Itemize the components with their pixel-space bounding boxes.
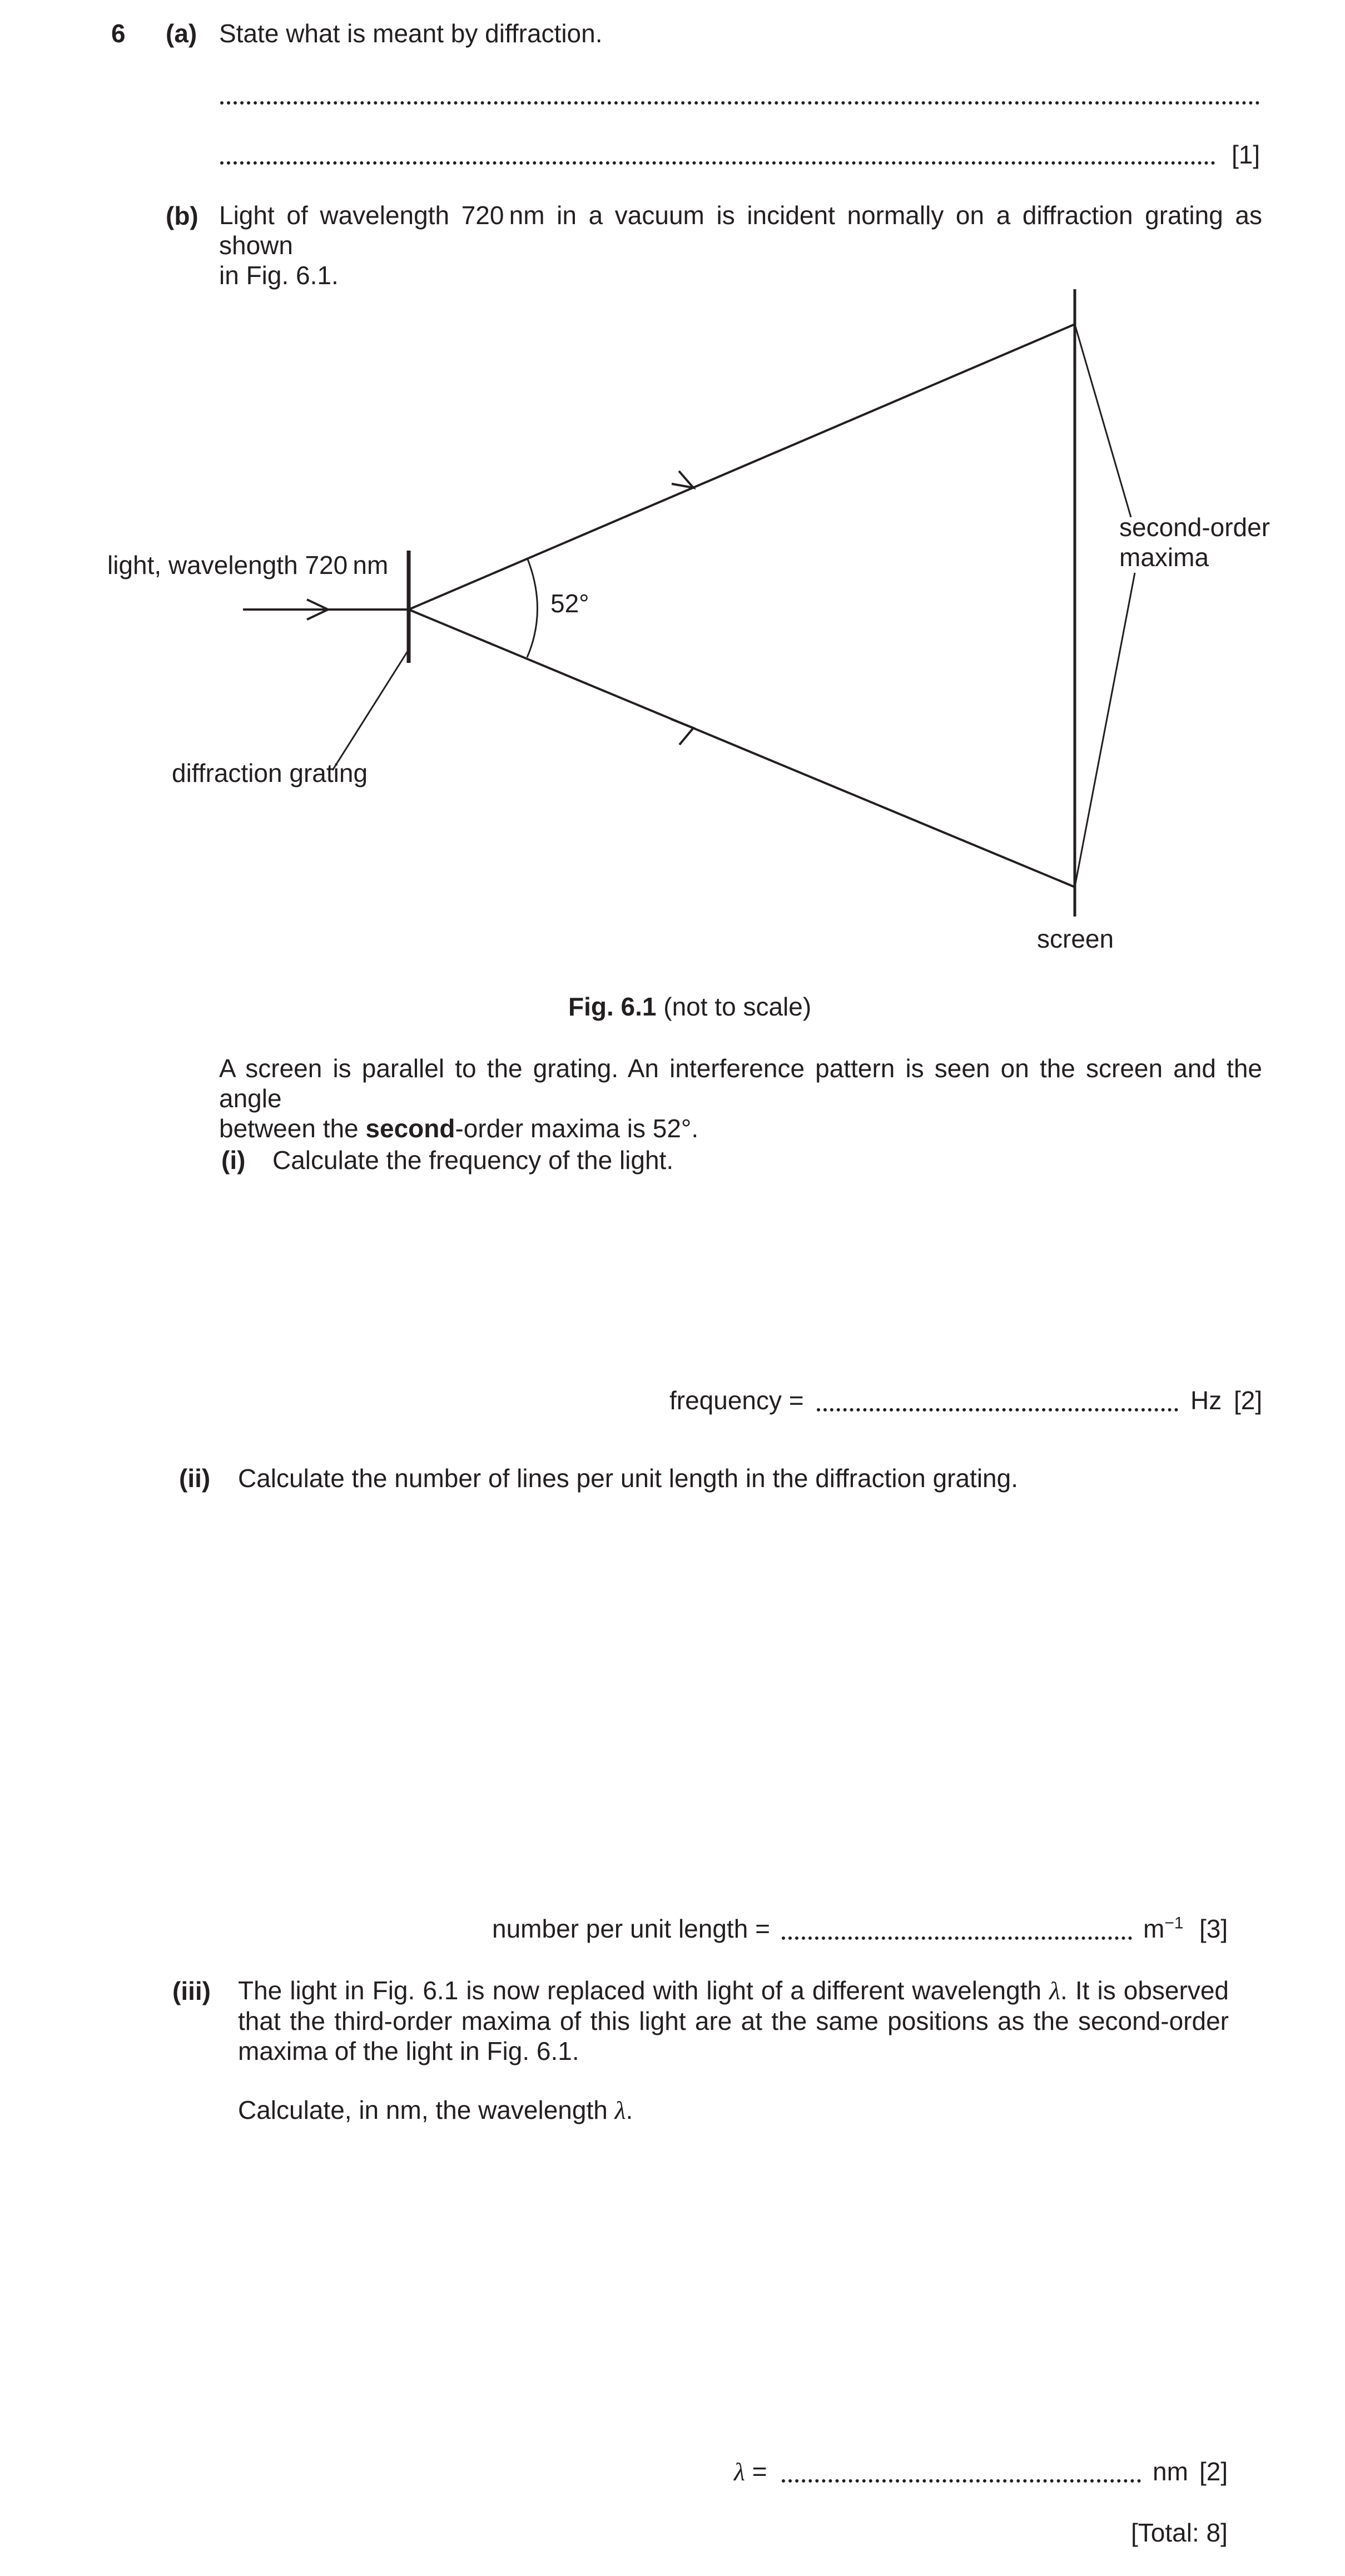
- part-b-label: (b): [166, 201, 198, 230]
- sub-iii-line-1: [238, 1975, 1229, 2006]
- lambda-symbol: λ: [1049, 1976, 1061, 2005]
- frequency-answer-line[interactable]: [817, 1408, 1178, 1411]
- lines-per-length-answer-line[interactable]: [782, 1936, 1132, 1940]
- sub-i-question-text: Calculate the frequency of the light.: [272, 1146, 674, 1175]
- maxima-label-line-2: maxima: [1119, 543, 1209, 572]
- screen-description: [219, 1053, 1262, 1143]
- text-fragment: . It is observed: [1060, 1976, 1229, 2005]
- text-fragment: between the: [219, 1114, 366, 1143]
- wavelength-answer-prefix: [734, 2456, 767, 2488]
- frequency-answer-prefix: frequency =: [669, 1386, 804, 1415]
- maxima-label-line-1: second-order: [1119, 513, 1270, 542]
- frequency-unit: Hz: [1190, 1386, 1222, 1415]
- sub-iii-label: (iii): [172, 1976, 211, 2005]
- diffraction-grating-label: diffraction grating: [172, 759, 368, 787]
- sub-i-marks: [2]: [1234, 1386, 1263, 1415]
- lambda-symbol: λ: [614, 2096, 626, 2124]
- sub-ii-marks: [3]: [1199, 1914, 1228, 1943]
- figure-6-1-diagram: [0, 267, 1345, 1046]
- angle-arc: [527, 558, 538, 657]
- sub-iii-line-2: that the third-order maxima of this light are at the same positions as the second-order: [238, 2007, 1229, 2035]
- text-fragment: .: [626, 2096, 633, 2124]
- lines-per-length-unit: [1143, 1913, 1184, 1944]
- wavelength-unit: nm: [1153, 2457, 1188, 2486]
- part-a-marks: [1]: [1232, 140, 1260, 169]
- screen-description-line-1: A screen is parallel to the grating. An interference pattern is seen on the screen and the angle: [219, 1054, 1262, 1113]
- part-a-label: (a): [166, 19, 197, 48]
- total-marks: [Total: 8]: [1131, 2518, 1228, 2547]
- unit-exponent: −1: [1164, 1914, 1184, 1933]
- figure-caption: [568, 991, 811, 1022]
- sub-i-label: (i): [221, 1146, 246, 1175]
- part-a-answer-line-2[interactable]: [220, 161, 1215, 165]
- unit-base: m: [1143, 1914, 1165, 1943]
- text-fragment: The light in Fig. 6.1 is now replaced with light of a different wavelength: [238, 1976, 1050, 2005]
- sub-iii-line-3: maxima of the light in Fig. 6.1.: [238, 2037, 579, 2065]
- wavelength-answer-line[interactable]: [782, 2479, 1141, 2483]
- lower-diffracted-ray: [409, 610, 1075, 887]
- lambda-symbol: λ: [734, 2458, 745, 2486]
- text-fragment: -order maxima is 52°.: [455, 1114, 699, 1143]
- text-fragment: Calculate, in nm, the wavelength: [238, 2096, 615, 2124]
- angle-label: 52°: [550, 589, 589, 618]
- light-wavelength-label: light, wavelength 720 nm: [107, 551, 389, 579]
- screen-label: screen: [1037, 924, 1114, 953]
- figure-caption-note: (not to scale): [656, 992, 812, 1021]
- sub-iii-instruction: [238, 2094, 633, 2126]
- sub-iii-marks: [2]: [1199, 2457, 1228, 2486]
- sub-ii-question-text: Calculate the number of lines per unit length in the diffraction grating.: [238, 1464, 1018, 1493]
- part-b-intro-line-2: in Fig. 6.1.: [219, 261, 339, 290]
- maxima-leader-lines: [1075, 324, 1135, 887]
- lines-per-length-answer-prefix: number per unit length =: [492, 1914, 770, 1943]
- equals-sign: =: [745, 2457, 767, 2486]
- incident-light-arrow: [243, 600, 409, 620]
- emphasis-second: second: [365, 1114, 455, 1143]
- sub-ii-label: (ii): [179, 1464, 211, 1493]
- grating-leader-line: [332, 650, 409, 770]
- figure-caption-number: Fig. 6.1: [568, 992, 657, 1021]
- sub-iii-question-text: [238, 1975, 1229, 2066]
- question-number: 6: [111, 19, 126, 48]
- screen-description-line-2: [219, 1113, 1262, 1143]
- part-a-question-text: State what is meant by diffraction.: [219, 19, 603, 48]
- upper-diffracted-ray: [409, 324, 1075, 610]
- part-a-answer-line-1[interactable]: [220, 101, 1260, 105]
- part-b-intro-line-1: Light of wavelength 720 nm in a vacuum is incident normally on a diffraction grating as shown: [219, 201, 1262, 260]
